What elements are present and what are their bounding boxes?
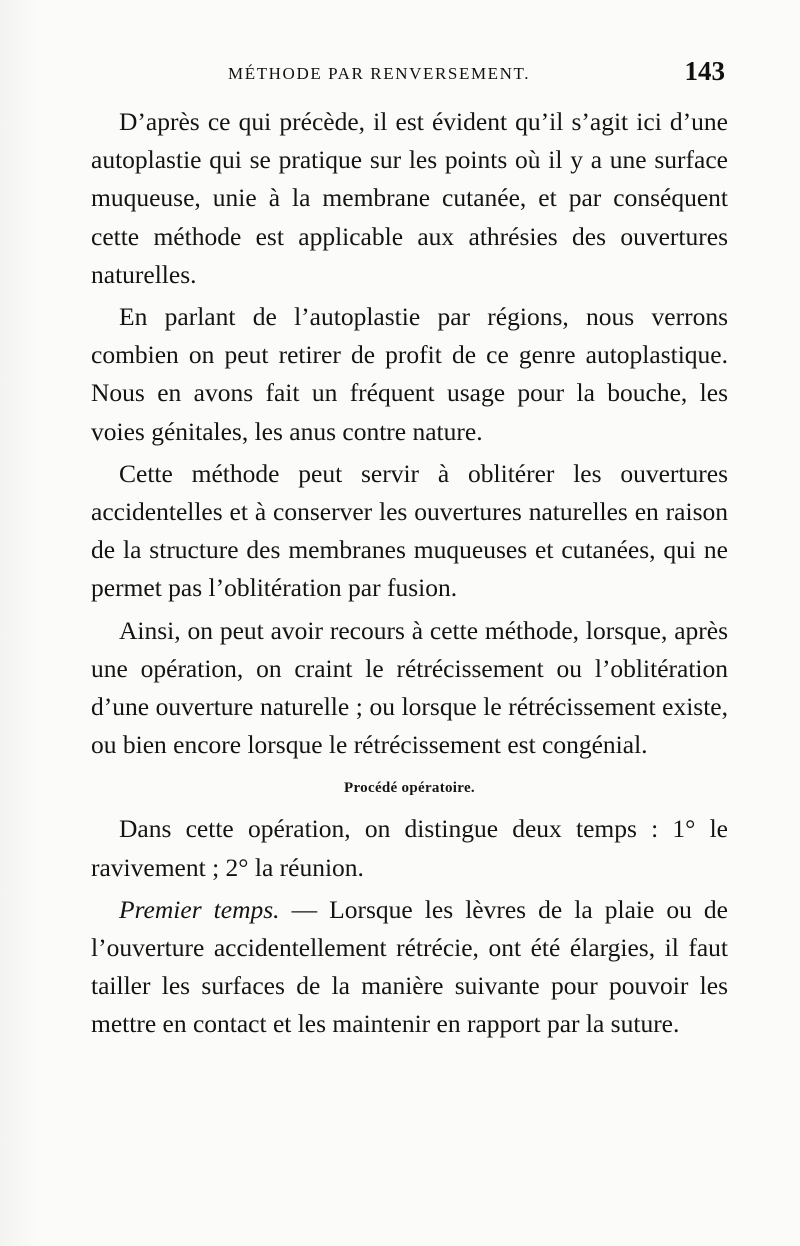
body-text (91, 103, 728, 1044)
paragraph: Cette méthode peut servir à oblitérer les ouvertures accidentelles et à conserver les ouvertures naturelles en raison de la structure des membranes muqueuses et cutanées, qui ne permet pas l’oblitération par fusion. (91, 458, 728, 603)
paragraph: D’après ce qui précède, il est évident qu’il s’agit ici d’une autoplastie qui se pratique sur les points où il y a une surface muqueuse, unie à la membrane cutanée, et par conséquent cette méthode est applicable aux athrésies des ouvertures naturelles. (91, 107, 728, 289)
paragraph: En parlant de l’autoplastie par régions, nous verrons combien on peut retirer de profit de ce genre autoplastique. Nous en avons fait un fréquent usage pour la bouche, les voies génitales, les anus contre nature. (91, 302, 728, 446)
paragraph: Dans cette opération, on distingue deux temps : 1° le ravivement ; 2° la réunion. (91, 814, 728, 882)
running-head: MÉTHODE PAR RENVERSEMENT. (228, 64, 531, 83)
page-number: 143 (684, 56, 725, 86)
paragraph: Ainsi, on peut avoir recours à cette méthode, lorsque, après une opération, on craint le rétrécissement ou l’oblitération d’une ouverture naturelle ; ou lorsque le rétrécissement existe, ou bien encore lorsque le rétrécissement est congénial. (91, 615, 728, 760)
page-header (90, 56, 725, 88)
italic-lead: Premier temps. (119, 894, 280, 924)
paragraph-rest: — Lorsque les lèvres de la plaie ou de l’ouverture accidentellement rétrécie, ont été élargies, il faut tailler les surfaces de la manière suivante pour pouvoir les mettre en contact et les maintenir en rapport par la suture. (91, 894, 728, 1039)
paragraph (91, 891, 728, 1044)
section-heading: Procédé opératoire. (344, 780, 475, 797)
